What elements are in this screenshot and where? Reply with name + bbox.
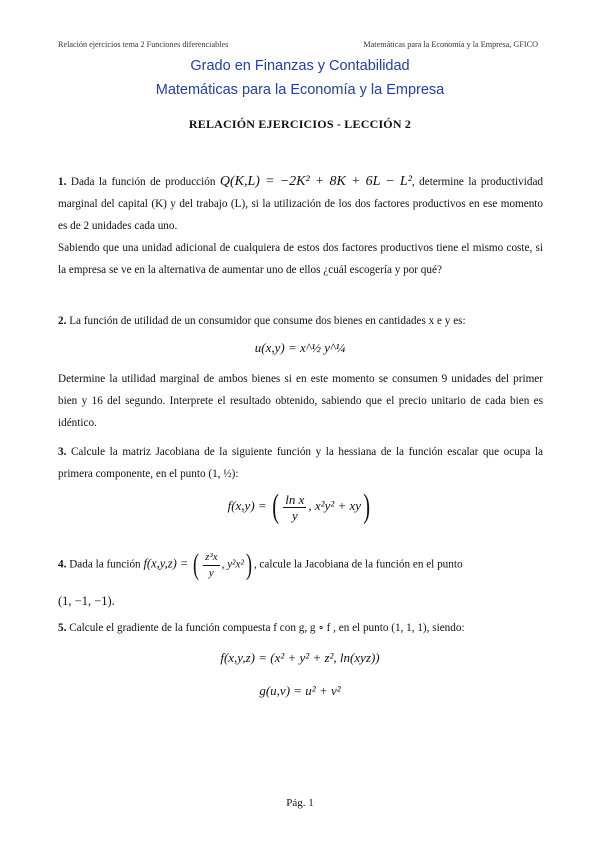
exercise-4-formula-rest: , y²x² <box>221 558 244 571</box>
exercise-3-fraction-den: y <box>291 507 298 523</box>
exercise-5-text-a: Calcule el gradiente de la función compuesta f con g, g ∘ f , en el punto (1, 1, 1), siendo: <box>69 622 465 634</box>
exercise-1-number: 1. <box>58 176 67 188</box>
exercise-4-fraction-num: z³x <box>203 550 219 566</box>
exercise-4-fraction-den: y <box>208 566 214 579</box>
title-degree: Grado en Finanzas y Contabilidad <box>190 58 410 74</box>
exercise-3-formula <box>0 490 600 524</box>
exercise-1-formula: Q(K,L) = −2K² + 8K + 6L − L² <box>219 174 412 189</box>
exercise-2-text-a: La función de utilidad de un consumidor que consume dos bienes en cantidades x e y es: <box>69 315 466 327</box>
subtitle-lesson: RELACIÓN EJERCICIOS - LECCIÓN 2 <box>188 117 412 131</box>
exercise-1-text-b: , determine la productividad marginal del capital (K) y del trabajo (L), si la utilización de los dos factores productivos en ese momento es de 2 unidades cada uno. <box>58 176 544 232</box>
exercise-2-number: 2. <box>58 315 67 327</box>
exercise-1-followup: Sabiendo que una unidad adicional de cualquiera de estos dos factores productivos tiene el mismo coste, si la empresa se ve en la alternativa de aumentar uno de ellos ¿cuál escogería y por qué? <box>58 242 543 276</box>
exercise-3-fraction-num: ln x <box>285 491 305 507</box>
exercise-4-point: (1, −1, −1). <box>58 594 115 608</box>
exercise-2-formula: u(x,y) = x^½ y^¼ <box>254 340 346 355</box>
exercise-5-formula-g: g(u,v) = u² + v² <box>259 683 341 698</box>
exercise-4 <box>58 548 543 582</box>
left-paren: ( <box>272 488 279 525</box>
exercise-3-fraction <box>283 492 306 523</box>
exercise-5 <box>58 617 543 639</box>
exercise-5-number: 5. <box>58 622 67 634</box>
exercise-2 <box>58 310 543 332</box>
right-paren: ) <box>245 548 252 581</box>
exercise-4-fraction <box>203 550 219 581</box>
exercise-3 <box>58 441 543 485</box>
exercise-4-text-a: Dada la función <box>69 558 141 571</box>
exercise-3-text-a: Calcule la matriz Jacobiana de la siguiente función y la hessiana de la función escalar que ocupa la primera componente, en el punto (1, ½): <box>58 446 543 480</box>
exercise-2-text-b: Determine la utilidad marginal de ambos bienes si en este momento se consumen 9 unidades del primer bien y 16 del segundo. Interprete el resultado obtenido, sabiendo que el precio unitario de cada bien es idéntico. <box>58 373 543 429</box>
header-right: Matemáticas para la Economía y la Empresa, GFICO <box>363 40 538 49</box>
right-paren: ) <box>363 488 371 525</box>
exercise-4-formula-lhs: f(x,y,z) = <box>143 556 189 571</box>
exercise-5-formula-f: f(x,y,z) = (x² + y² + z², ln(xyz)) <box>220 650 380 665</box>
exercise-3-formula-lhs: f(x,y) = <box>227 497 267 513</box>
exercise-3-formula-rest: , x²y² + xy <box>308 497 362 513</box>
exercise-4-text-b: , calcule la Jacobiana de la función en el punto <box>253 558 463 571</box>
page-number: Pág. 1 <box>286 797 314 809</box>
exercise-3-number: 3. <box>58 446 67 458</box>
exercise-4-number: 4. <box>58 558 67 571</box>
header-left: Relación ejercicios tema 2 Funciones diferenciables <box>58 40 229 49</box>
title-course: Matemáticas para la Economía y la Empresa <box>155 82 445 98</box>
left-paren: ( <box>193 548 200 581</box>
exercise-1 <box>58 171 543 237</box>
exercise-1-text-a: Dada la función de producción <box>70 176 216 188</box>
